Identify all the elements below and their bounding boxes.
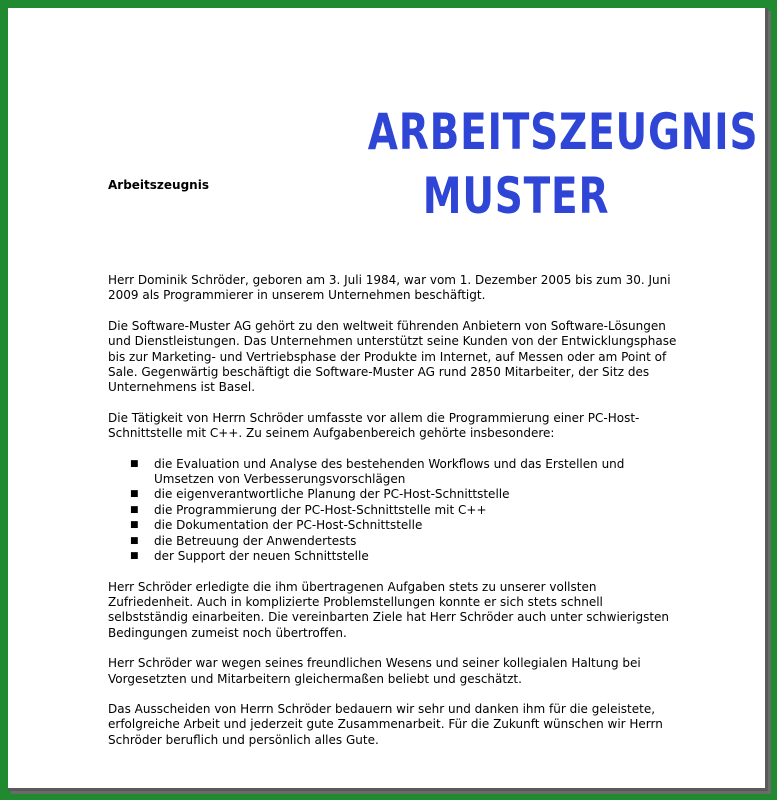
paragraph-company: Die Software-Muster AG gehört zu den weltweit führenden Anbietern von Software-Lösungen und Dienstleistungen. Das Unternehmen unterstützt seine Kunden von der Entwicklungsphase bis zur Marketing- und Vertriebsphase der Produkte im Internet, auf Messen oder am Point of Sale. Gegenwärtig beschäftigt die Software-Muster AG rund 2850 Mitarbeiter, der Sitz des Unternehmens ist Basel. (108, 318, 677, 395)
overlay-title-line-2: MUSTER (422, 167, 610, 225)
list-item-text: die eigenverantwortliche Planung der PC-Host-Schnittstelle (154, 487, 510, 502)
overlay-title-line-1: ARBEITSZEUGNIS (367, 103, 759, 161)
list-item (108, 457, 683, 488)
paragraph-performance: Herr Schröder erledigte die ihm übertragenen Aufgaben stets zu unserer vollsten Zufriedenheit. Auch in komplizierte Problemstellungen konnte er sich stets schnell selbstständig einarbeiten. Die vereinbarten Ziele hat Herr Schröder auch unter schwierigsten Bedingungen zumeist noch übertroffen. (108, 579, 670, 640)
paragraph-tasks-intro: Die Tätigkeit von Herrn Schröder umfasste vor allem die Programmierung einer PC-Host-Schnittstelle mit C++. Zu seinem Aufgabenbereich gehörte insbesondere: (108, 410, 640, 441)
list-item (108, 518, 683, 533)
list-item-text: die Betreuung der Anwendertests (154, 533, 357, 548)
list-item (108, 503, 683, 518)
list-item (108, 487, 683, 502)
bullet-icon: ■ (130, 520, 139, 531)
bullet-icon: ■ (130, 551, 139, 562)
bullet-icon: ■ (130, 535, 139, 546)
list-item-text: die Programmierung der PC-Host-Schnittstelle mit C++ (154, 502, 487, 517)
list-item-text: die Evaluation und Analyse des bestehenden Workflows und das Erstellen und Umsetzen von Verbesserungsvorschlägen (154, 456, 625, 487)
paragraph-employment: Herr Dominik Schröder, geboren am 3. Juli 1984, war vom 1. Dezember 2005 bis zum 30. Juni 2009 als Programmierer in unserem Unternehmen beschäftigt. (108, 273, 671, 303)
task-list (108, 457, 683, 565)
document-body (108, 273, 683, 763)
bullet-icon: ■ (130, 489, 139, 500)
list-item (108, 534, 683, 549)
document-heading: Arbeitszeugnis (108, 178, 209, 192)
list-item (108, 549, 683, 564)
bullet-icon: ■ (130, 458, 139, 469)
paragraph-conduct: Herr Schröder war wegen seines freundlichen Wesens und seiner kollegialen Haltung bei Vorgesetzten und Mitarbeitern gleichermaßen beliebt und geschätzt. (108, 656, 641, 686)
list-item-text: die Dokumentation der PC-Host-Schnittstelle (154, 518, 423, 533)
overlay-title (367, 100, 759, 228)
bullet-icon: ■ (130, 504, 139, 515)
document-page (8, 8, 768, 791)
list-item-text: der Support der neuen Schnittstelle (154, 549, 369, 564)
paragraph-closing: Das Ausscheiden von Herrn Schröder bedauern wir sehr und danken ihm für die geleistete, erfolgreiche Arbeit und jederzeit gute Zusammenarbeit. Für die Zukunft wünschen wir Herrn Schröder beruflich und persönlich alles Gute. (108, 701, 663, 747)
